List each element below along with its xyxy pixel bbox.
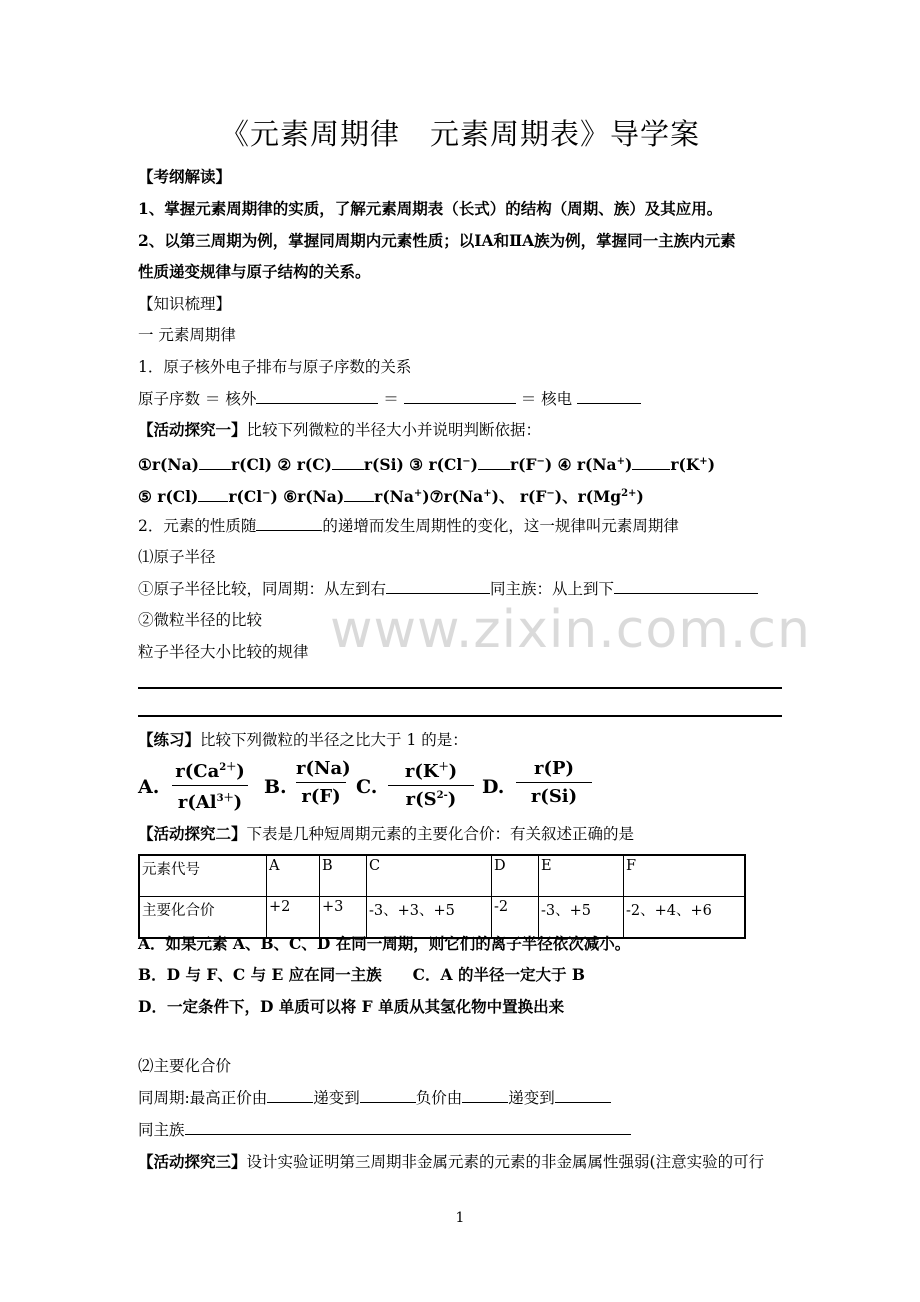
part-1-heading: 一 元素周期律 bbox=[138, 326, 236, 344]
blank-cmp-6[interactable] bbox=[344, 487, 374, 502]
fraction-b: $\frac{r(Na)}{r(F)}$ bbox=[296, 758, 351, 807]
option-c-label[interactable]: C. bbox=[356, 776, 378, 798]
page-number: 1 bbox=[455, 1210, 465, 1226]
atomic-radius-heading: ⑴原子半径 bbox=[138, 548, 216, 566]
requirement-2b: 性质递变规律与原子结构的关系。 bbox=[138, 262, 371, 281]
point-2: 2．元素的性质随 的递增而发生周期性的变化，这一规律叫元素周期律 bbox=[138, 517, 679, 535]
blank-1[interactable] bbox=[256, 389, 378, 404]
option-a: A．如果元素 A、B、C、D 在同一周期，则它们的离子半径依次减小。 bbox=[138, 934, 631, 953]
requirement-1: 1、掌握元素周期律的实质，了解元素周期表（长式）的结构（周期、族）及其应用。 bbox=[138, 199, 723, 218]
blank-rad-1[interactable] bbox=[386, 579, 490, 594]
atomic-number-relation: 原子序数 ＝ 核外 ＝ ＝ 核电 bbox=[138, 389, 798, 409]
radius-comparison: ①原子半径比较，同周期：从左到右 同主族：从上到下 bbox=[138, 579, 798, 599]
blank-cmp-5[interactable] bbox=[198, 487, 228, 502]
activity-2: 【活动探究二】下表是几种短周期元素的主要化合价：有关叙述正确的是 bbox=[138, 824, 635, 843]
blank-2[interactable] bbox=[404, 389, 516, 404]
exercise: 【练习】比较下列微粒的半径之比大于 1 的是： bbox=[138, 730, 468, 749]
blank-val-2[interactable] bbox=[360, 1088, 416, 1103]
fraction-c: $\frac{r(K^+)}{r(S^{2-})}$ bbox=[388, 758, 474, 810]
answer-line-1[interactable] bbox=[138, 687, 782, 689]
blank-val-3[interactable] bbox=[462, 1088, 508, 1103]
table-row: 主要化合价 +2 +3 -3、+3、+5 -2 -3、+5 -2、+4、+6 bbox=[139, 897, 745, 939]
answer-line-2[interactable] bbox=[138, 715, 782, 717]
valence-table bbox=[138, 854, 746, 939]
blank-p2[interactable] bbox=[256, 516, 322, 531]
blank-cmp-2[interactable] bbox=[332, 455, 364, 470]
activity-1: 【活动探究一】比较下列微粒的半径大小并说明判断依据： bbox=[138, 420, 542, 439]
activity-3: 【活动探究三】设计实验证明第三周期非金属元素的元素的非金属属性强弱(注意实验的可行 bbox=[138, 1152, 765, 1171]
option-b-label[interactable]: B. bbox=[264, 776, 287, 798]
watermark: www.zixin.com.cn bbox=[330, 600, 811, 660]
same-period-valence: 同周期:最高正价由 递变到 负价由 递变到 bbox=[138, 1088, 798, 1108]
option-d-label[interactable]: D. bbox=[482, 776, 505, 798]
fraction-d: $\frac{r(P)}{r(Si)}$ bbox=[516, 758, 592, 807]
blank-cmp-1[interactable] bbox=[199, 455, 231, 470]
option-b-c: B．D 与 F、C 与 E 应在同一主族 C．A 的半径一定大于 B bbox=[138, 965, 585, 984]
section-heading-zssl: 【知识梳理】 bbox=[138, 295, 232, 313]
blank-val-1[interactable] bbox=[267, 1088, 313, 1103]
compare-line-1: ①r(Na) r(Cl) ② r(C) r(Si) ③ r(Cl−) r(F−) ④ r(Na+) r(K+) bbox=[138, 455, 716, 475]
requirement-2a: 2、以第三周期为例，掌握同周期内元素性质；以ⅠA和ⅡA族为例，掌握同一主族内元素 bbox=[138, 231, 736, 250]
same-group-valence: 同主族 bbox=[138, 1120, 798, 1140]
fraction-a: $\frac{r(Ca^{2+})}{r(Al^{3+})}$ bbox=[172, 758, 248, 813]
section-heading-kgjd: 【考纲解读】 bbox=[138, 167, 232, 186]
particle-radius-heading: ②微粒半径的比较 bbox=[138, 611, 263, 629]
point-1: 1．原子核外电子排布与原子序数的关系 bbox=[138, 358, 412, 376]
table-row: 元素代号 A B C D E F bbox=[139, 855, 745, 897]
valence-heading: ⑵主要化合价 bbox=[138, 1057, 232, 1075]
blank-cmp-3[interactable] bbox=[478, 455, 510, 470]
option-a-label[interactable]: A. bbox=[138, 776, 160, 798]
blank-val-5[interactable] bbox=[185, 1120, 631, 1135]
blank-val-4[interactable] bbox=[555, 1088, 611, 1103]
blank-cmp-4[interactable] bbox=[632, 455, 670, 470]
option-d: D．一定条件下，D 单质可以将 F 单质从其氢化物中置换出来 bbox=[138, 997, 565, 1016]
blank-rad-2[interactable] bbox=[614, 579, 758, 594]
blank-3[interactable] bbox=[577, 389, 641, 404]
compare-line-2: ⑤ r(Cl) r(Cl−) ⑥r(Na) r(Na+)⑦r(Na+)、 r(F−)、$r(Mg^{2+})$ bbox=[138, 487, 644, 507]
fraction-options bbox=[138, 758, 798, 818]
particle-radius-rule: 粒子半径大小比较的规律 bbox=[138, 643, 309, 661]
page-title: 《元素周期律 元素周期表》导学案 bbox=[219, 117, 700, 151]
